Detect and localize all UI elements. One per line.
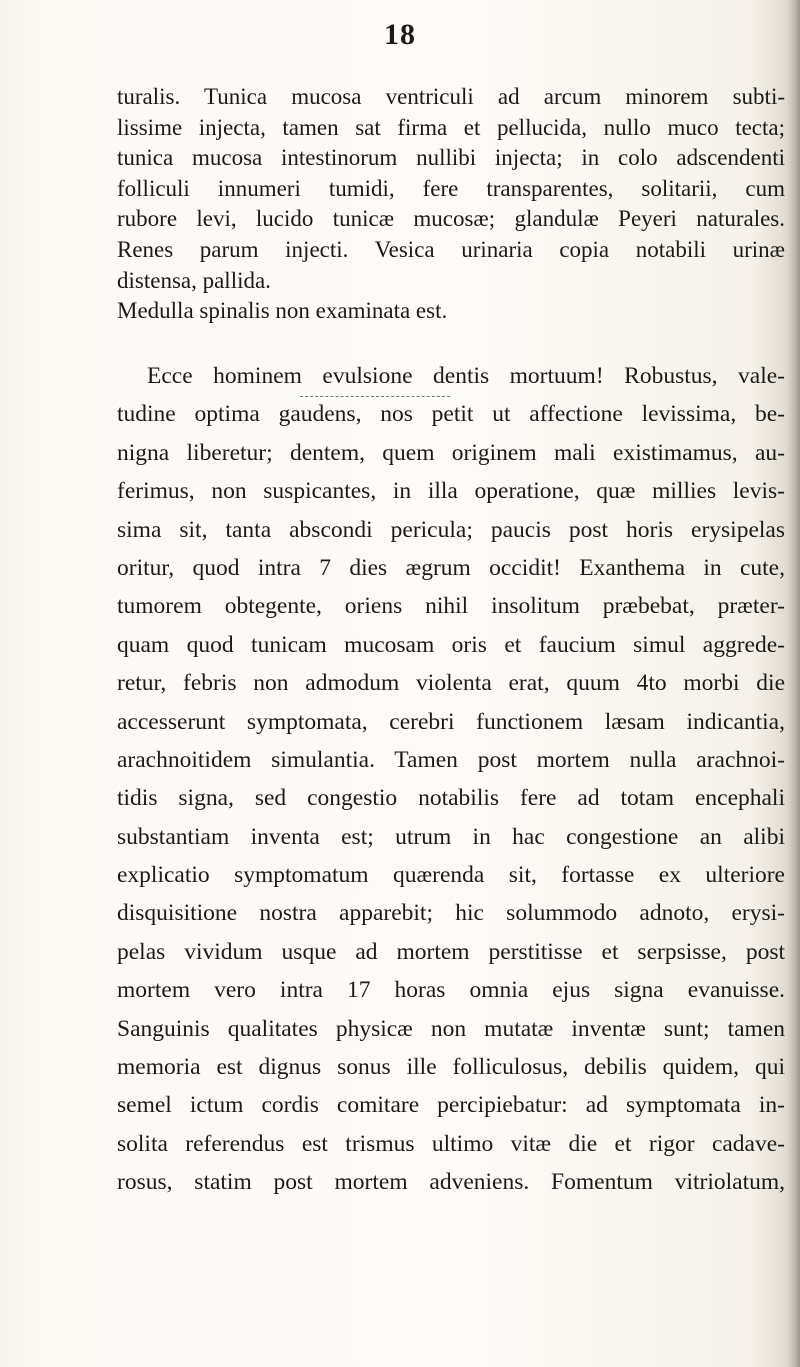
- main-line: ferimus, non suspicantes, in illa operatione, quæ millies levis-: [117, 478, 785, 505]
- main-line: Ecce hominem evulsione dentis mortuum! Robustus, vale-: [147, 363, 785, 389]
- top-line: Renes parum injecti. Vesica urinaria copia notabili urinæ: [117, 236, 785, 262]
- page-edge-shadow: [786, 0, 800, 1367]
- top-line: distensa, pallida.: [117, 267, 271, 293]
- top-line: turalis. Tunica mucosa ventriculi ad arcum minorem subti-: [117, 84, 785, 109]
- main-line: retur, febris non admodum violenta erat, quum 4to morbi die: [117, 670, 785, 697]
- main-line: explicatio symptomatum quærenda sit, fortasse ex ulteriore: [117, 862, 785, 889]
- main-line: rosus, statim post mortem adveniens. Fomentum vitriolatum,: [117, 1169, 785, 1196]
- main-line: accesserunt symptomata, cerebri functionem læsam indicantia,: [117, 708, 785, 735]
- page-number: 18: [384, 18, 416, 51]
- main-line: substantiam inventa est; utrum in hac congestione an alibi: [117, 823, 785, 850]
- main-line: semel ictum cordis comitare percipiebatur: ad symptomata in-: [117, 1092, 785, 1119]
- main-line: Sanguinis qualitates physicæ non mutatæ inventæ sunt; tamen: [117, 1015, 785, 1042]
- main-line: oritur, quod intra 7 dies ægrum occidit! Exanthema in cute,: [117, 554, 785, 581]
- top-line: rubore levi, lucido tunicæ mucosæ; glandulæ Peyeri naturales.: [117, 206, 785, 232]
- top-line: tunica mucosa intestinorum nullibi injecta; in colo adscendenti: [117, 145, 785, 171]
- main-line: tumorem obtegente, oriens nihil insolitum præbebat, præter-: [117, 593, 785, 620]
- main-line: disquisitione nostra apparebit; hic solummodo adnoto, erysi-: [117, 900, 785, 927]
- main-line: nigna liberetur; dentem, quem originem mali existimamus, au-: [117, 439, 785, 466]
- main-line: solita referendus est trismus ultimo vitæ die et rigor cadave-: [117, 1130, 785, 1157]
- case-narrative-paragraph: [117, 357, 785, 1202]
- autopsy-notes-paragraph: [117, 82, 785, 327]
- top-line: lissime injecta, tamen sat firma et pellucida, nullo muco tecta;: [117, 114, 785, 140]
- main-line: memoria est dignus sonus ille folliculosus, debilis quidem, qui: [117, 1054, 785, 1081]
- main-line: quam quod tunicam mucosam oris et faucium simul aggrede-: [117, 631, 785, 658]
- top-line: Medulla spinalis non examinata est.: [117, 298, 448, 324]
- main-line: mortem vero intra 17 horas omnia ejus signa evanuisse.: [117, 977, 785, 1004]
- main-line: pelas vividum usque ad mortem perstitisse et serpsisse, post: [117, 938, 785, 965]
- main-line: tidis signa, sed congestio notabilis fere ad totam encephali: [117, 785, 785, 812]
- main-line: tudine optima gaudens, nos petit ut affectione levissima, be-: [117, 401, 785, 428]
- main-line: arachnoitidem simulantia. Tamen post mortem nulla arachnoi-: [117, 746, 785, 773]
- top-line: folliculi innumeri tumidi, fere transparentes, solitarii, cum: [117, 175, 785, 201]
- main-line: sima sit, tanta abscondi pericula; paucis post horis erysipelas: [117, 516, 785, 543]
